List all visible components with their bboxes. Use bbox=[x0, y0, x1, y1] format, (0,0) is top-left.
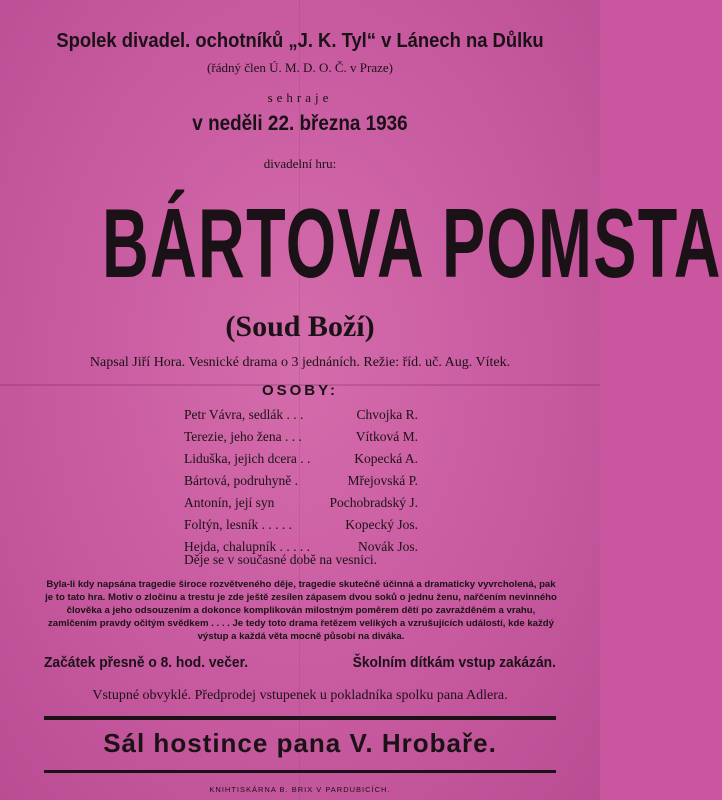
play-title: BÁRTOVA POMSTA bbox=[101, 188, 722, 298]
cast-heading: OSOBY: bbox=[261, 382, 339, 399]
play-credits: Napsal Jiří Hora. Vesnické drama o 3 jednáních. Režie: říd. uč. Aug. Vítek. bbox=[89, 355, 511, 370]
cast-role: Liduška, jejich dcera . . bbox=[184, 451, 311, 466]
membership-note: (řádný člen Ú. M. D. O. Č. v Praze) bbox=[207, 60, 393, 75]
cast-row bbox=[184, 404, 418, 426]
start-time: Začátek přesně o 8. hod. večer. bbox=[44, 654, 249, 671]
synopsis-text: Byla-li kdy napsána tragedie široce rozvětveného děje, tragedie skutečně účinná a dramaticky vyvrcholená, pak je to tato hra. Motiv o zločinu a trestu je zde ještě zesílen zápasem dvou soků o jednu ženu, nařčením nevinného člověka a jeho odsouzením a dokonce komplikován milostným poměrem dětí po zavražděném a vrahu, zamlčením pravdy očitým svědkem . . . . Je tedy toto drama řetězem velikých a vzrušujících událostí, kde každý výstup a každá věta mocně působí na diváka. bbox=[45, 579, 557, 642]
play-label: divadelní hru: bbox=[263, 156, 337, 171]
cast-actor: Kopecký Jos. bbox=[345, 517, 418, 532]
cast-role: Bártová, podruhyně . bbox=[184, 473, 298, 488]
cast-actor: Vítková M. bbox=[355, 429, 418, 444]
cast-row bbox=[184, 514, 418, 536]
play-subtitle: (Soud Boží) bbox=[225, 310, 375, 343]
cast-actor: Pochobradský J. bbox=[329, 495, 418, 510]
cast-row bbox=[184, 492, 418, 514]
cast-actor: Novák Jos. bbox=[358, 539, 418, 554]
cast-actor: Mřejovská P. bbox=[347, 473, 418, 488]
venue: Sál hostince pana V. Hrobaře. bbox=[103, 728, 497, 758]
performance-date: v neděli 22. března 1936 bbox=[192, 112, 408, 135]
cast-row bbox=[184, 426, 418, 448]
cast-role: Terezie, jeho žena . . . bbox=[184, 429, 302, 444]
cast-role: Hejda, chalupník . . . . . bbox=[184, 539, 310, 554]
cast-actor: Kopecká A. bbox=[354, 451, 418, 466]
cast-actor: Chvojka R. bbox=[356, 407, 418, 422]
organization-name: Spolek divadel. ochotníků „J. K. Tyl“ v Lánech na Důlku bbox=[56, 30, 544, 52]
cast-role: Petr Vávra, sedlák . . . bbox=[184, 407, 304, 422]
cast-row bbox=[184, 470, 418, 492]
printer-credit: KNIHTISKÁRNA B. BRIX V PARDUBICÍCH. bbox=[209, 785, 391, 794]
divider-bottom bbox=[44, 770, 556, 773]
cast-list bbox=[184, 404, 418, 558]
children-notice: Školním dítkám vstup zakázán. bbox=[352, 654, 556, 671]
cast-role: Foltýn, lesník . . . . . bbox=[184, 517, 293, 532]
cast-role: Antonín, její syn bbox=[184, 495, 275, 510]
divider-top bbox=[44, 716, 556, 720]
play-setting: Děje se v současné době na vesnici. bbox=[184, 552, 378, 567]
admission-info: Vstupné obvyklé. Předprodej vstupenek u pokladníka spolku pana Adlera. bbox=[92, 688, 508, 703]
perform-line: sehraje bbox=[267, 90, 333, 105]
cast-row bbox=[184, 448, 418, 470]
